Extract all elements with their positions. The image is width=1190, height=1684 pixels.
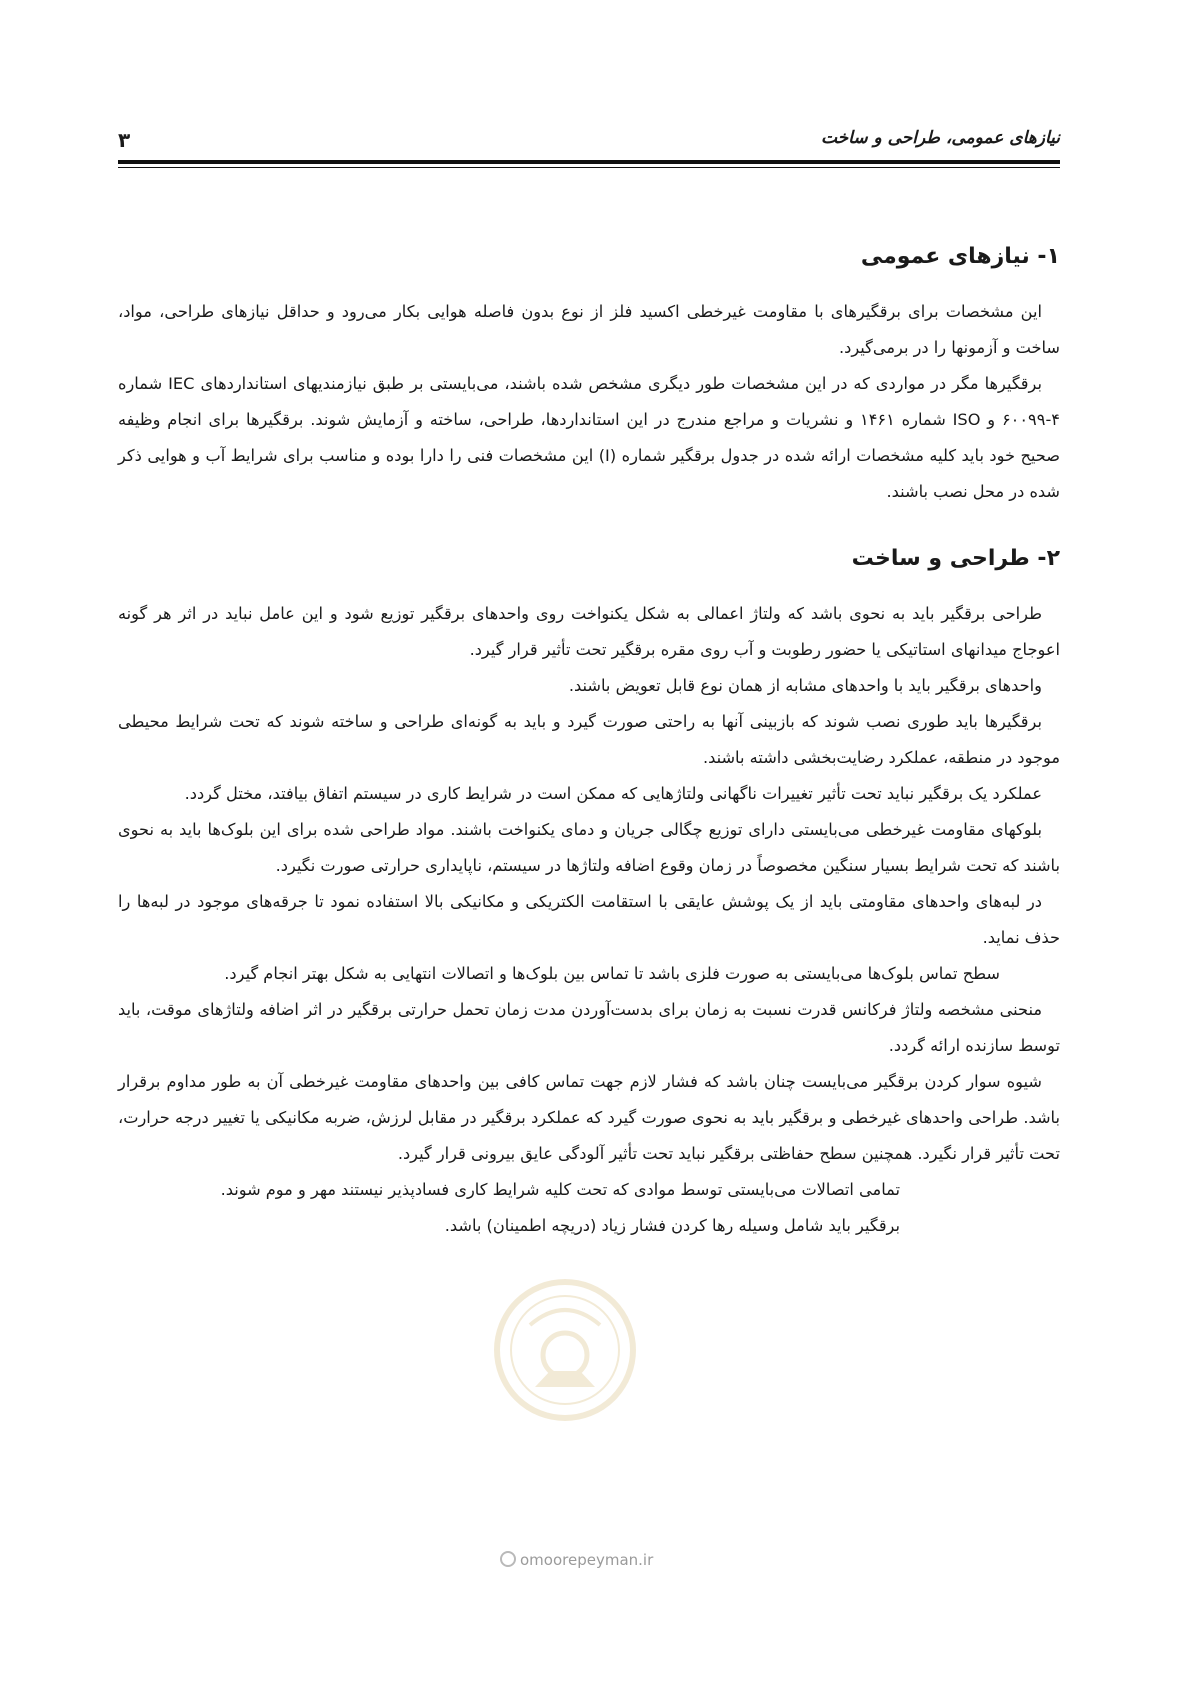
running-header [118,128,1060,158]
header-rule-thin [118,167,1060,168]
watermark-logo [490,1275,640,1425]
paragraph: سطح تماس بلوک‌ها می‌بایستی به صورت فلزی باشد تا تماس بین بلوک‌ها و اتصالات انتهایی به شکل بهتر انجام گیرد. [224,964,1000,983]
paragraph: واحدهای برقگیر باید با واحدهای مشابه از همان نوع قابل تعویض باشند. [568,676,1042,695]
section-spacer [118,510,1060,542]
paragraph: در لبه‌های واحدهای مقاومتی باید از یک پوشش عایقی با استقامت الکتریکی و مکانیکی بالا استفاده نمود تا جرقه‌های موجود در لبه‌ها را حذف نماید. [118,892,1060,947]
paragraph: منحنی مشخصه ولتاژ فرکانس قدرت نسبت به زمان برای بدست‌آوردن مدت زمان تحمل حرارتی برقگیر در اثر اضافه ولتاژهای موقت، باید توسط سازنده ارائه گردد. [118,1000,1060,1055]
paragraph: برقگیر باید شامل وسیله رها کردن فشار زیاد (دریچه اطمینان) باشد. [444,1216,900,1235]
paragraph: شیوه سوار کردن برقگیر می‌بایست چنان باشد که فشار لازم جهت تماس کافی بین واحدهای مقاومت غیرخطی آن به طور مداوم برقرار باشد. طراحی واحدهای غیرخطی و برقگیر باید به نحوی صورت گیرد که عملکرد برقگیر در مقابل لرزش، ضربه مکانیکی یا تغییر درجه حرارت، تحت تأثیر قرار نگیرد. همچنین سطح حفاظتی برقگیر نباید تحت تأثیر آلودگی عایق بیرونی قرار گیرد. [118,1072,1060,1163]
paragraph: عملکرد یک برقگیر نباید تحت تأثیر تغییرات ناگهانی ولتاژهایی که ممکن است در شرایط کاری در سیستم اتفاق بیافتد، مختل گردد. [184,784,1042,803]
paragraph: بلوکهای مقاومت غیرخطی می‌بایستی دارای توزیع چگالی جریان و دمای یکنواخت باشند. مواد طراحی شده برای این بلوک‌ها باید به نحوی باشند که تحت شرایط بسیار سنگین مخصوصاً در زمان وقوع اضافه ولتاژها در سیستم، ناپایداری حرارتی صورت نگیرد. [118,820,1060,875]
paragraph: برقگیرها مگر در مواردی که در این مشخصات طور دیگری مشخص شده باشند، می‌بایستی بر طبق نیازمندیهای استانداردهای IEC شماره ۴-۶۰۰۹۹ و ISO شماره ۱۴۶۱ و نشریات و مراجع مندرج در این استانداردها، طراحی، ساخته و آزمایش شوند. برقگیرها برای انجام وظیفه صحیح خود باید کلیه مشخصات ارائه شده در جدول برقگیر شماره (I) این مشخصات فنی را دارا بوده و مناسب برای شرایط آب و هوایی ذکر شده در محل نصب باشند. [118,374,1060,501]
body-content [118,240,1060,1244]
watermark-site [500,1551,653,1569]
page-number: ۳ [118,128,131,152]
paragraph: برقگیرها باید طوری نصب شوند که بازبینی آنها به راحتی صورت گیرد و باید به گونه‌ای طراحی و ساخته شوند که تحت شرایط محیطی موجود در منطقه، عملکرد رضایت‌بخشی داشته باشند. [118,712,1060,767]
paragraph: طراحی برقگیر باید به نحوی باشد که ولتاژ اعمالی به شکل یکنواخت روی واحدهای برقگیر توزیع شود و این عامل نباید در اثر هر گونه اعوجاج میدانهای استاتیکی یا حضور رطوبت و آب روی مقره برقگیر تحت تأثیر قرار گیرد. [118,604,1060,659]
paragraph: این مشخصات برای برقگیرهای با مقاومت غیرخطی اکسید فلز از نوع بدون فاصله هوایی بکار می‌رود و حداقل نیازهای طراحی، مواد، ساخت و آزمونها را در برمی‌گیرد. [118,302,1060,357]
section-heading-design: ۲- طراحی و ساخت [851,546,1060,571]
section-heading-general: ۱- نیازهای عمومی [860,244,1060,269]
paragraph: تمامی اتصالات می‌بایستی توسط موادی که تحت کلیه شرایط کاری فسادپذیر نیستند مهر و موم شوند. [220,1180,900,1199]
site-url: omoorepeyman.ir [520,1551,654,1569]
site-logo-icon [500,1551,516,1567]
header-title: نیازهای عمومی، طراحی و ساخت [820,128,1060,148]
header-rule-thick [118,160,1060,164]
